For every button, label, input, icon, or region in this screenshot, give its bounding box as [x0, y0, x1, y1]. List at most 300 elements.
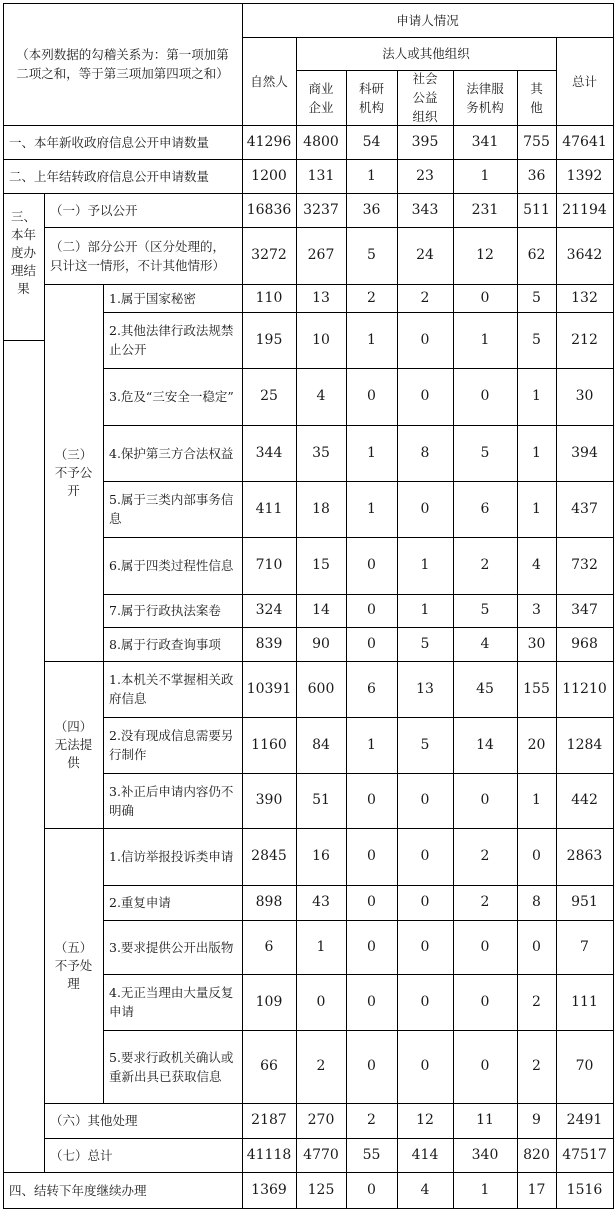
- cell-nd5-0: [242, 481, 296, 537]
- rule-h: [44, 828, 614, 829]
- row-label-nd6-text: 6.属于四类过程性信息: [109, 558, 234, 573]
- cell-row2-3: [397, 159, 453, 193]
- header-natural-text: 自然人: [250, 73, 288, 89]
- cell-np1-4-text: 2: [480, 848, 490, 864]
- cell-total-0: [242, 1138, 296, 1172]
- cell-row4-2-text: 0: [367, 1181, 376, 1198]
- row-label-row2-text: 二、上年结转政府信息公开申请数量: [9, 168, 210, 184]
- cell-np5-0: [242, 1030, 296, 1103]
- cell-nd8-0: [242, 627, 296, 661]
- cell-nd6-5-text: 4: [532, 557, 541, 573]
- cell-nd7-1: [296, 594, 346, 627]
- rule-h: [103, 312, 614, 313]
- header-note: [3, 3, 242, 125]
- cell-row2-3-text: 23: [416, 167, 434, 184]
- cell-disclose-4-text: 231: [471, 201, 499, 218]
- cell-np4-4-text: 0: [480, 993, 490, 1010]
- cell-total-2: [346, 1138, 397, 1172]
- cell-disclose-0-text: 16836: [246, 201, 292, 218]
- cell-row1-1-text: 4800: [303, 133, 339, 150]
- cell-row2-1: [296, 159, 346, 193]
- cell-nd4-5-text: 1: [532, 444, 541, 461]
- cell-np5-4-text: 0: [480, 1058, 490, 1074]
- cell-nd7-4: [453, 594, 517, 627]
- row-label-np2: [103, 885, 242, 920]
- rule-h: [3, 159, 614, 160]
- cell-nd5-3: [397, 481, 453, 537]
- cell-un2-4-text: 14: [476, 736, 494, 753]
- cell-nd8-0-text: 839: [255, 635, 283, 652]
- row-label-un3: [103, 773, 242, 828]
- cell-un3-4-text: 0: [480, 792, 490, 808]
- cell-nd5-5-text: 1: [532, 500, 541, 517]
- cell-np5-6-text: 70: [575, 1058, 594, 1074]
- cell-nd7-5-text: 3: [532, 602, 541, 618]
- cell-other-0: [242, 1103, 296, 1138]
- row-label-total-text: （七）总计: [50, 1147, 113, 1163]
- cell-nd3-3-text: 0: [420, 388, 430, 404]
- cell-un2-2: [346, 717, 397, 773]
- row-label-other: [44, 1103, 242, 1138]
- cell-np3-1: [296, 920, 346, 974]
- cell-un1-2: [346, 661, 397, 717]
- rule-v: [3, 3, 4, 1209]
- cell-np3-5-text: 0: [532, 938, 541, 955]
- cell-nd7-2: [346, 594, 397, 627]
- cell-un1-3-text: 13: [416, 680, 434, 697]
- cell-nd1-6: [556, 284, 613, 312]
- row-label-un1: [103, 661, 242, 717]
- header-note-text: （本列数据的勾稽关系为：第一项加第二项之和，等于第三项加第四项之和）: [16, 47, 229, 81]
- cell-nd7-1-text: 14: [312, 602, 330, 618]
- cell-np3-4: [453, 920, 517, 974]
- cell-np4-6-text: 111: [571, 993, 598, 1010]
- cell-row2-0-text: 1200: [251, 167, 287, 184]
- cell-nd6-6: [556, 537, 613, 594]
- cell-disclose-4: [453, 193, 517, 227]
- cell-row4-0: [242, 1172, 296, 1208]
- row-label-partial-text: （二）部分公开（区分处理的，只计这一情形，不计其他情形）: [50, 238, 226, 273]
- cell-un1-0-text: 10391: [246, 680, 292, 697]
- cell-un3-0: [242, 773, 296, 828]
- cell-partial-5-text: 62: [527, 247, 546, 263]
- rule-v: [296, 37, 297, 1209]
- row-label-nd4-text: 4.保护第三方合法权益: [109, 445, 234, 461]
- cell-np2-4-text: 2: [480, 894, 490, 910]
- cell-partial-4-text: 12: [476, 247, 494, 263]
- cell-total-3-text: 414: [411, 1146, 439, 1163]
- cell-disclose-1: [296, 193, 346, 227]
- cell-nd8-3-text: 5: [420, 635, 430, 652]
- cell-np3-3-text: 0: [420, 938, 430, 955]
- cell-nd1-2: [346, 284, 397, 312]
- header-applicant-text: 申请人情况: [396, 12, 459, 28]
- row-label-nd1: [103, 284, 242, 312]
- cell-un2-1: [296, 717, 346, 773]
- rule-v: [346, 70, 347, 1209]
- cell-nd2-3-text: 0: [420, 331, 430, 348]
- row-label-np1-text: 1.信访举报投诉类申请: [109, 849, 234, 864]
- cell-partial-6: [556, 227, 613, 284]
- cell-row4-1-text: 125: [307, 1181, 335, 1198]
- row-label-np4: [103, 974, 242, 1030]
- cell-nd1-3-text: 2: [420, 289, 430, 306]
- rule-h: [44, 227, 614, 228]
- cell-nd3-1-text: 4: [316, 388, 326, 404]
- cell-other-6-text: 2491: [566, 1112, 603, 1128]
- cell-nd2-6-text: 212: [571, 331, 598, 348]
- header-legal-service: [453, 70, 517, 125]
- cell-row4-6-text: 1516: [566, 1181, 603, 1198]
- rule-h: [103, 627, 614, 628]
- rule-v: [517, 70, 518, 1209]
- cell-nd6-4-text: 2: [480, 557, 490, 573]
- cell-nd3-4: [453, 368, 517, 425]
- cell-np5-2-text: 0: [367, 1058, 376, 1074]
- cell-nd1-1: [296, 284, 346, 312]
- rule-h: [3, 193, 45, 194]
- cell-nd1-0: [242, 284, 296, 312]
- row-label-np3-text: 3.要求提供公开出版物: [109, 939, 234, 955]
- cell-nd2-2-text: 1: [367, 331, 376, 348]
- rule-h: [242, 37, 614, 38]
- cell-un3-0-text: 390: [255, 792, 283, 808]
- row-label-nd5: [103, 481, 242, 537]
- cell-np4-0: [242, 974, 296, 1030]
- cell-nd6-1: [296, 537, 346, 594]
- cell-total-6-text: 47517: [562, 1146, 607, 1163]
- cell-row4-6: [556, 1172, 613, 1208]
- header-total-text: 总计: [571, 73, 597, 89]
- cell-total-4-text: 340: [471, 1146, 499, 1163]
- cell-un1-1: [296, 661, 346, 717]
- cell-disclose-0: [242, 193, 296, 227]
- cell-np3-2: [346, 920, 397, 974]
- cell-nd1-6-text: 132: [571, 289, 598, 306]
- cell-row4-0-text: 1369: [251, 1181, 287, 1198]
- row-label-un2-text: 2.没有现成信息需要另行制作: [109, 728, 234, 762]
- cell-other-3-text: 12: [416, 1112, 434, 1128]
- cell-nd1-1-text: 13: [312, 289, 330, 306]
- row-label-nd5-text: 5.属于三类内部事务信息: [109, 492, 234, 526]
- cell-nd7-2-text: 0: [367, 602, 376, 618]
- cell-nd8-5: [517, 627, 556, 661]
- cell-un2-1-text: 84: [312, 736, 330, 753]
- cell-nd4-4-text: 5: [480, 444, 490, 461]
- header-commercial: [296, 70, 346, 125]
- cell-partial-2: [346, 227, 397, 284]
- cell-nd4-3: [397, 425, 453, 481]
- cell-other-4-text: 11: [476, 1112, 494, 1128]
- cell-other-2-text: 2: [367, 1112, 376, 1128]
- cell-np3-5: [517, 920, 556, 974]
- cell-nd3-6-text: 30: [575, 388, 594, 404]
- cell-nd2-4-text: 1: [480, 331, 490, 348]
- rule-v: [556, 37, 557, 1209]
- cell-np5-5-text: 2: [532, 1058, 541, 1074]
- cell-un2-5-text: 20: [527, 736, 546, 753]
- cell-row1-5: [517, 125, 556, 159]
- rule-h: [3, 3, 614, 4]
- cell-un2-0: [242, 717, 296, 773]
- cell-row4-4-text: 1: [480, 1181, 490, 1198]
- group-not-disclosed-text: （三）不予公开: [54, 446, 93, 498]
- cell-np2-5-text: 8: [532, 894, 541, 910]
- rule-h: [103, 481, 614, 482]
- cell-nd8-5-text: 30: [527, 635, 546, 652]
- cell-nd8-6-text: 968: [571, 635, 598, 652]
- rule-v: [397, 70, 398, 1209]
- cell-np3-1-text: 1: [316, 938, 326, 955]
- rule-v: [103, 284, 104, 1104]
- cell-nd8-2: [346, 627, 397, 661]
- cell-nd8-2-text: 0: [367, 635, 376, 652]
- header-applicant: [242, 3, 613, 37]
- cell-nd7-3-text: 1: [420, 602, 430, 618]
- header-commercial-text: 商业企业: [308, 80, 334, 115]
- cell-total-3: [397, 1138, 453, 1172]
- cell-nd8-1: [296, 627, 346, 661]
- cell-nd7-3: [397, 594, 453, 627]
- row-label-np4-text: 4.无正当理由大量反复申请: [109, 985, 234, 1019]
- rule-v: [453, 70, 454, 1209]
- cell-np1-6: [556, 828, 613, 885]
- cell-nd4-0: [242, 425, 296, 481]
- header-total: [556, 37, 613, 125]
- row-label-nd3-text: 3.危及“三安全一稳定”: [109, 389, 234, 404]
- section-3-label: [3, 193, 44, 312]
- cell-total-2-text: 55: [362, 1146, 381, 1163]
- cell-nd2-0-text: 195: [255, 331, 283, 348]
- cell-np4-6: [556, 974, 613, 1030]
- cell-nd3-6: [556, 368, 613, 425]
- cell-un2-3: [397, 717, 453, 773]
- cell-np2-0: [242, 885, 296, 920]
- row-label-nd2: [103, 312, 242, 368]
- cell-np2-6: [556, 885, 613, 920]
- cell-nd2-2: [346, 312, 397, 368]
- cell-row4-5-text: 17: [527, 1181, 546, 1198]
- cell-np5-6: [556, 1030, 613, 1103]
- cell-total-0-text: 41118: [246, 1146, 292, 1163]
- cell-nd6-6-text: 732: [571, 557, 598, 573]
- cell-other-1: [296, 1103, 346, 1138]
- cell-un1-4-text: 45: [476, 680, 494, 697]
- row-label-nd3: [103, 368, 242, 425]
- cell-row4-3-text: 4: [420, 1181, 430, 1198]
- cell-np1-2: [346, 828, 397, 885]
- cell-np1-1: [296, 828, 346, 885]
- cell-other-0-text: 2187: [251, 1112, 287, 1128]
- cell-nd7-4-text: 5: [480, 602, 490, 618]
- rule-v: [242, 3, 243, 1209]
- row-label-nd6: [103, 537, 242, 594]
- cell-other-6: [556, 1103, 613, 1138]
- cell-partial-4: [453, 227, 517, 284]
- cell-nd5-2: [346, 481, 397, 537]
- cell-row1-3-text: 395: [411, 133, 439, 150]
- cell-nd8-1-text: 90: [312, 635, 330, 652]
- cell-row1-0-text: 41296: [246, 133, 292, 150]
- cell-np1-5-text: 0: [532, 848, 541, 864]
- cell-total-6: [556, 1138, 613, 1172]
- cell-row2-1-text: 131: [307, 167, 335, 184]
- cell-np1-6-text: 2863: [566, 848, 603, 864]
- cell-row1-1: [296, 125, 346, 159]
- cell-np3-6: [556, 920, 613, 974]
- group-no-process: [44, 828, 103, 1103]
- header-legal-service-text: 法律服务机构: [466, 80, 504, 115]
- header-research: [346, 70, 397, 125]
- cell-row1-0: [242, 125, 296, 159]
- header-other: [517, 70, 556, 125]
- cell-nd5-1: [296, 481, 346, 537]
- cell-other-1-text: 270: [307, 1112, 335, 1128]
- cell-un3-3-text: 0: [420, 792, 430, 808]
- cell-partial-1-text: 267: [307, 247, 335, 263]
- cell-row1-2: [346, 125, 397, 159]
- cell-np1-5: [517, 828, 556, 885]
- row-label-un1-text: 1.本机关不掌握相关政府信息: [109, 672, 234, 706]
- cell-nd5-1-text: 18: [312, 500, 330, 517]
- cell-nd3-0: [242, 368, 296, 425]
- cell-partial-0-text: 3272: [251, 247, 287, 263]
- cell-row2-5: [517, 159, 556, 193]
- rule-h: [3, 125, 614, 126]
- cell-np1-4: [453, 828, 517, 885]
- row-label-other-text: （六）其他处理: [50, 1113, 138, 1128]
- cell-disclose-6: [556, 193, 613, 227]
- rule-h: [103, 594, 614, 595]
- rule-h: [103, 1030, 614, 1031]
- cell-other-2: [346, 1103, 397, 1138]
- header-public-welfare-text: 社会公益组织: [412, 71, 438, 124]
- cell-np4-3: [397, 974, 453, 1030]
- cell-un1-2-text: 6: [367, 680, 376, 697]
- cell-nd7-0: [242, 594, 296, 627]
- cell-nd4-6: [556, 425, 613, 481]
- row-label-nd2-text: 2.其他法律行政法规禁止公开: [109, 323, 234, 357]
- cell-nd5-5: [517, 481, 556, 537]
- cell-nd6-0: [242, 537, 296, 594]
- cell-nd6-4: [453, 537, 517, 594]
- rule-h: [44, 1103, 614, 1104]
- cell-np4-0-text: 109: [255, 993, 283, 1010]
- row-label-row4: [3, 1172, 242, 1208]
- cell-un3-2: [346, 773, 397, 828]
- cell-disclose-6-text: 21194: [562, 201, 607, 218]
- rule-h: [103, 974, 614, 975]
- group-not-disclosed: [44, 284, 103, 661]
- cell-row4-2: [346, 1172, 397, 1208]
- cell-un2-6-text: 1284: [566, 736, 603, 753]
- row-label-row4-text: 四、结转下年度继续办理: [9, 1182, 147, 1198]
- cell-nd1-3: [397, 284, 453, 312]
- cell-un1-1-text: 600: [307, 680, 335, 697]
- header-public-welfare: [397, 70, 453, 125]
- header-legal-group: [296, 37, 556, 70]
- cell-np5-0-text: 66: [260, 1058, 278, 1074]
- cell-nd2-5-text: 5: [532, 331, 541, 348]
- cell-nd3-2-text: 0: [367, 388, 376, 404]
- cell-row1-6: [556, 125, 613, 159]
- row-label-np5: [103, 1030, 242, 1103]
- cell-nd2-1: [296, 312, 346, 368]
- rule-h: [44, 284, 614, 285]
- cell-nd6-5: [517, 537, 556, 594]
- cell-disclose-3-text: 343: [411, 201, 439, 218]
- cell-nd3-5-text: 1: [532, 388, 541, 404]
- cell-un2-2-text: 1: [367, 736, 376, 753]
- cell-nd1-4: [453, 284, 517, 312]
- cell-nd4-0-text: 344: [255, 444, 283, 461]
- cell-other-5: [517, 1103, 556, 1138]
- row-label-partial: [44, 227, 242, 284]
- row-label-un3-text: 3.补正后申请内容仍不明确: [109, 783, 234, 818]
- cell-total-5: [517, 1138, 556, 1172]
- cell-np5-3: [397, 1030, 453, 1103]
- cell-un3-4: [453, 773, 517, 828]
- cell-nd3-1: [296, 368, 346, 425]
- cell-nd4-5: [517, 425, 556, 481]
- cell-disclose-2: [346, 193, 397, 227]
- cell-disclose-3: [397, 193, 453, 227]
- row-label-disclose: [44, 193, 242, 227]
- cell-row2-6: [556, 159, 613, 193]
- row-label-nd8-text: 8.属于行政查询事项: [109, 636, 221, 652]
- rule-v: [44, 193, 45, 1173]
- cell-row1-3: [397, 125, 453, 159]
- cell-partial-0: [242, 227, 296, 284]
- cell-row4-3: [397, 1172, 453, 1208]
- cell-nd2-0: [242, 312, 296, 368]
- cell-un3-6-text: 442: [571, 792, 598, 808]
- cell-np3-3: [397, 920, 453, 974]
- cell-disclose-1-text: 3237: [303, 201, 339, 218]
- row-label-row1-text: 一、本年新收政府信息公开申请数量: [9, 134, 210, 150]
- cell-row2-0: [242, 159, 296, 193]
- cell-partial-5: [517, 227, 556, 284]
- rule-h: [103, 717, 614, 718]
- cell-total-5-text: 820: [523, 1146, 550, 1163]
- cell-row2-4: [453, 159, 517, 193]
- cell-nd2-5: [517, 312, 556, 368]
- cell-un3-6: [556, 773, 613, 828]
- row-label-np2-text: 2.重复申请: [109, 895, 171, 910]
- cell-nd3-4-text: 0: [480, 388, 490, 404]
- cell-un2-0-text: 1160: [251, 736, 287, 753]
- cell-np3-6-text: 7: [580, 938, 589, 955]
- cell-nd2-1-text: 10: [312, 331, 330, 348]
- cell-partial-3: [397, 227, 453, 284]
- row-label-disclose-text: （一）予以公开: [50, 202, 138, 218]
- cell-np5-5: [517, 1030, 556, 1103]
- cell-row2-6-text: 1392: [566, 167, 603, 184]
- cell-np4-1-text: 0: [316, 993, 326, 1010]
- group-unable-text: （四）无法提供: [54, 718, 93, 770]
- group-unable: [44, 661, 103, 828]
- cell-nd4-4: [453, 425, 517, 481]
- cell-un2-4: [453, 717, 517, 773]
- cell-un3-1-text: 51: [312, 792, 330, 808]
- row-label-nd4: [103, 425, 242, 481]
- row-label-nd8: [103, 627, 242, 661]
- cell-np4-1: [296, 974, 346, 1030]
- rule-h: [44, 661, 614, 662]
- cell-row4-5: [517, 1172, 556, 1208]
- cell-un3-3: [397, 773, 453, 828]
- cell-np2-0-text: 898: [255, 894, 283, 910]
